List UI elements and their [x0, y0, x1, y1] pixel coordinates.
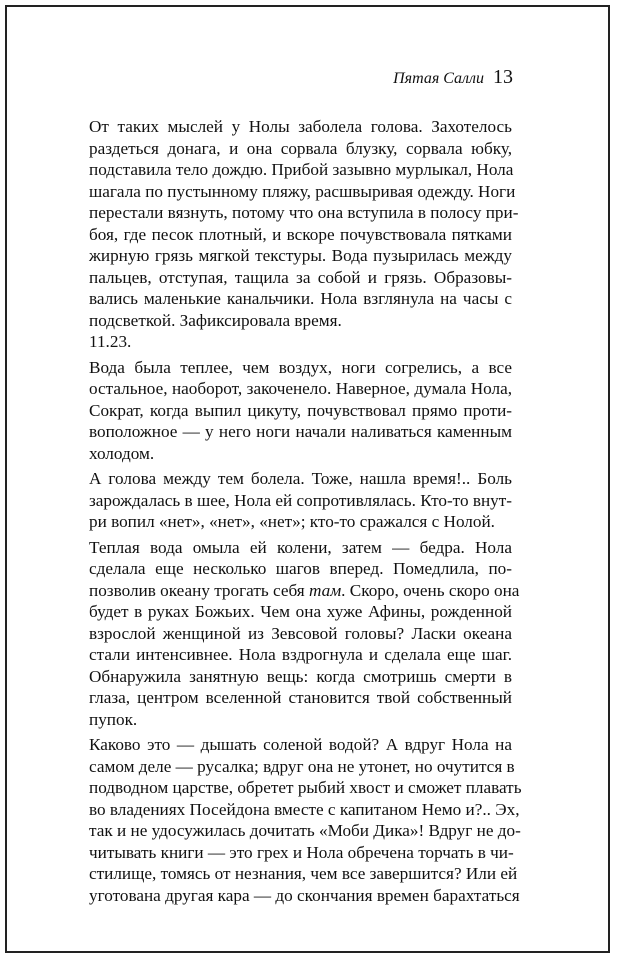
text-line: подсветкой. Зафиксировала время. [89, 310, 342, 330]
text-line: глаза, центром вселенной становится твой собственный [89, 688, 512, 707]
text-line: перестали вязнуть, потому что она вступила в полосу при- [89, 203, 519, 222]
text-line: Теплая вода омыла ей колени, затем — бедра. Нола [89, 537, 512, 557]
text-line: 11.23. [89, 332, 132, 351]
text-line: зарождалась в шее, Нола ей сопротивлялась. Кто-то внут- [89, 490, 512, 510]
text-line: шагала по пустынному пляжу, расшвыривая одежду. Ноги [89, 181, 516, 201]
text-line: сделала еще несколько шагов вперед. Помедлила, по- [89, 559, 512, 578]
running-header [393, 66, 513, 89]
text-line: раздеться донага, и она сорвала блузку, сорвала юбку, [89, 138, 512, 158]
text-line: остальное, наоборот, закоченело. Наверное, думала Нола, [89, 379, 512, 398]
text-line: стали интенсивнее. Нола вздрогнула и сделала еще шаг. [89, 645, 512, 664]
text-line: воположное — у него ноги начали наливаться каменным [89, 422, 512, 441]
text-line: пупок. [89, 709, 138, 729]
text-line: боя, где песок плотный, и вскоре почувствовала пятками [89, 224, 512, 244]
text-line: ри вопил «нет», «нет», «нет»; кто-то сражался с Нолой. [89, 512, 495, 531]
text-line: будет в руках Божьих. Чем она хуже Афины, рожденной [89, 602, 512, 621]
text-line: пальцев, отступая, тащила за собой и грязь. Образовы- [89, 267, 512, 287]
text-line: взрослой женщиной из Зевсовой головы? Ласки океана [89, 623, 512, 643]
page-number: 13 [493, 66, 513, 88]
text-line: А голова между тем болела. Тоже, нашла время!.. Боль [89, 469, 512, 488]
text-line: жирную грязь мягкой текстуры. Вода пузырилась между [89, 246, 512, 265]
text-line: холодом. [89, 443, 155, 463]
text-line: так и не удосужилась дочитать «Моби Дика»! Вдруг не до- [89, 821, 521, 840]
text-line: Обнаружила занятную вещь: когда смотришь смерти в [89, 666, 512, 686]
text-line: вались маленькие канальчики. Нола взглянула на часы с [89, 289, 512, 308]
text-line: Сократ, когда выпил цикуту, почувствовал прямо проти- [89, 400, 512, 420]
text-line: позволив океану трогать себя там. Скоро, очень скоро она [89, 580, 520, 600]
running-title: Пятая Салли [393, 70, 484, 87]
text-line: От таких мыслей у Нолы заболела голова. Захотелось [89, 117, 512, 136]
text-line: подводном царстве, обретет рыбий хвост и сможет плавать [89, 778, 522, 797]
text-line: самом деле — русалка; вдруг она не утонет, но очутится в [89, 756, 515, 776]
text-line: подставила тело дождю. Прибой зазывно мурлыкал, Нола [89, 160, 514, 179]
text-line: стилище, томясь от незнания, чем все завершится? Или ей [89, 864, 518, 883]
body-text [89, 116, 522, 906]
text-line: Вода была теплее, чем воздух, ноги согрелись, а все [89, 357, 512, 377]
text-line: Каково это — дышать соленой водой? А вдруг Нола на [89, 735, 512, 754]
text-line: уготована другая кара — до скончания времен барахтаться [89, 885, 520, 905]
text-line: во владениях Посейдона вместе с капитаном Немо и?.. Эх, [89, 799, 520, 819]
text-line: читывать книги — это грех и Нола обречена торчать в чи- [89, 842, 514, 862]
